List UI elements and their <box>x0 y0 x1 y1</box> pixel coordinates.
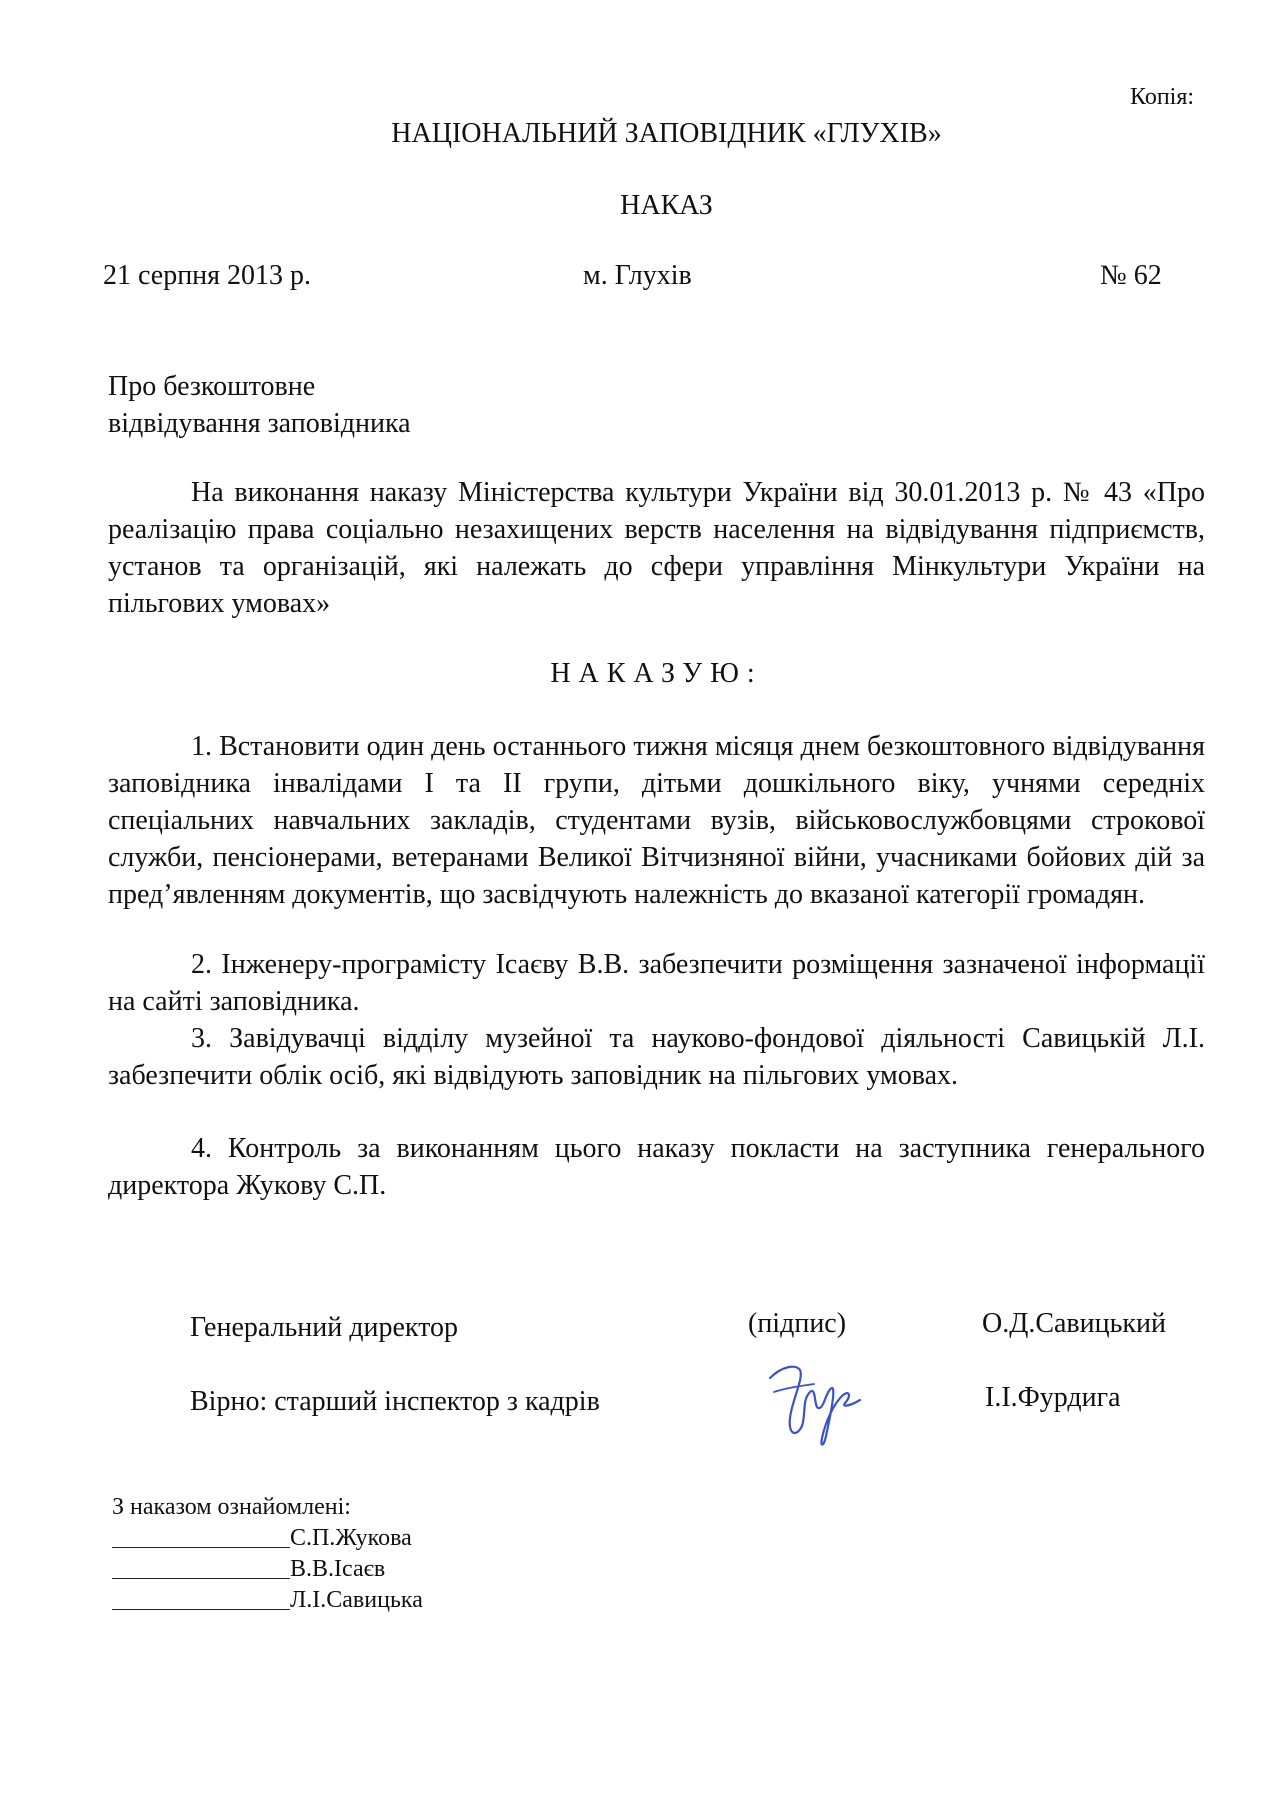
acknowledgement-row <box>112 1554 423 1585</box>
organization-title: НАЦІОНАЛЬНИЙ ЗАПОВІДНИК «ГЛУХІВ» <box>391 118 942 149</box>
acknowledgement-row <box>112 1523 423 1554</box>
order-item: 1. Встановити один день останнього тижня місяця днем безкоштовного відвідування заповідника інвалідами І та ІІ групи, дітьми дошкільного віку, учнями середніх спеціальних навчальних закладів, студентами вузів, військовослужбовцями строкової служби, пенсіонерами, ветеранами Великої Вітчизняної війни, учасниками бойових дій за пред’явленням документів, що засвідчують належність до вказаної категорії громадян. <box>108 731 1205 910</box>
document-number: № 62 <box>1100 260 1162 291</box>
order-item: 3. Завідувачці відділу музейної та науково-фондової діяльності Савицькій Л.І. забезпечити облік осіб, які відвідують заповідник на пільгових умовах. <box>108 1023 1205 1091</box>
preamble-paragraph: На виконання наказу Міністерства культури України від 30.01.2013 р. № 43 «Про реалізацію права соціально незахищених верств населення на відвідування підприємств, установ та організацій, які належать до сфери управління Мінкультури України на пільгових умовах» <box>108 477 1205 619</box>
document-subject <box>108 368 411 442</box>
copy-label: Копія: <box>1130 84 1195 110</box>
inspector-name: І.І.Фурдига <box>985 1382 1121 1413</box>
acknowledged-name: Л.І.Савицька <box>290 1587 423 1613</box>
director-title: Генеральний директор <box>190 1312 459 1343</box>
signature-line <box>112 1547 290 1548</box>
document-type: НАКАЗ <box>620 190 713 221</box>
acknowledged-name: С.П.Жукова <box>290 1525 412 1551</box>
document-date: 21 серпня 2013 р. <box>103 260 312 291</box>
acknowledged-name: В.В.Ісаєв <box>290 1556 386 1582</box>
acknowledgement-row <box>112 1585 423 1616</box>
acknowledgement-label: З наказом ознайомлені: <box>112 1494 351 1520</box>
order-item: 2. Інженеру-програмісту Ісаєву В.В. забезпечити розміщення зазначеної інформації на сайті заповідника. <box>108 949 1205 1017</box>
signature-line <box>112 1609 290 1610</box>
order-item: 4. Контроль за виконанням цього наказу покласти на заступника генерального директора Жукову С.П. <box>108 1133 1205 1201</box>
handwritten-signature-icon <box>756 1348 866 1458</box>
subject-line: Про безкоштовне <box>108 371 316 402</box>
director-name: О.Д.Савицький <box>982 1308 1166 1339</box>
order-heading: НАКАЗУЮ: <box>550 658 763 689</box>
signature-line <box>112 1578 290 1579</box>
acknowledgement-block <box>112 1492 423 1616</box>
signature-label: (підпис) <box>748 1308 847 1339</box>
verified-label: Вірно: старший інспектор з кадрів <box>190 1386 600 1417</box>
subject-line: відвідування заповідника <box>108 408 411 439</box>
document-place: м. Глухів <box>583 260 692 291</box>
